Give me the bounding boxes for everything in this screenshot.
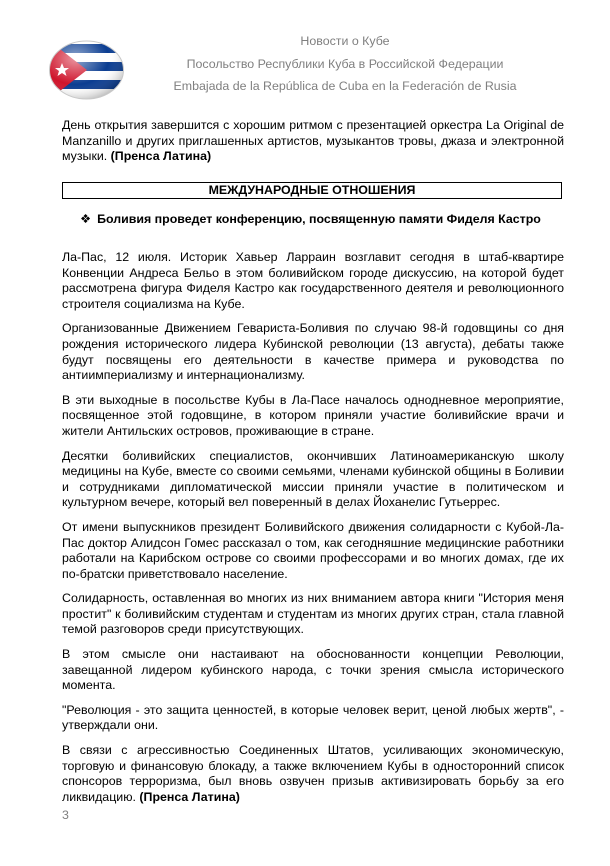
article-paragraph: От имени выпускников президент Боливийского движения солидарности с Кубой-Ла-Пас доктор Алидсон Гомес рассказал о том, как сегодняшние медицинские работники работали на Карибском острове со своими профессорами и во многих домах, где их по-братски приветствовало население. [62,519,564,581]
intro-text: День открытия завершится с хорошим ритмом с презентацией оркестра La Original de Manzanillo и других приглашенных артистов, музыкантов тровы, джаза и электронной музыки. [62,118,564,164]
article-body [62,250,564,814]
article-paragraph: Организованные Движением Гевариста-Боливия по случаю 98-й годовщины со дня рождения исторического лидера Кубинской революции (13 августа), дебаты также будут посвящены его деятельности в качестве примера и руководства по антиимпериализму и интернационализму. [62,321,564,383]
article-paragraph: В этом смысле они настаивают на обоснованности концепции Революции, завещанной лидером кубинского народа, с точки зрения смысла исторического момента. [62,647,564,693]
article-paragraph: Десятки боливийских специалистов, окончивших Латиноамериканскую школу медицины на Кубе, вместе со своими семьями, членами кубинской общины в Боливии и сотрудниками дипломатической миссии приняли участие в политическом и культурном вечере, который вел поверенный в делах Йоханелис Гутьеррес. [62,448,564,510]
page-number: 3 [62,808,69,822]
header-embassy-es: Embajada de la República de Cuba en la Federación de Rusia [173,79,517,93]
header-title: Новости о Кубе [300,34,390,48]
headline-text: Боливия проведет конференцию, посвященную памяти Фиделя Кастро [97,212,541,226]
intro-paragraph [62,118,564,165]
article-paragraph: В эти выходные в посольстве Кубы в Ла-Пасе началось однодневное мероприятие, посвященное этой годовщине, в котором приняли участие боливийские врачи и жители Антильских островов, проживающие в стране. [62,392,564,438]
article-headline [80,211,541,226]
article-paragraph: Солидарность, оставленная во многих из них вниманием автора книги "История меня простит" к боливийским студентам и студентам из многих других стран, стала главной темой разговоров среди присутствующих. [62,591,564,637]
article-paragraph: Ла-Пас, 12 июля. Историк Хавьер Ларраин возглавит сегодня в штаб-квартире Конвенции Андреса Бельо в этом боливийском городе дискуссию, на которой будет рассмотрена фигура Фиделя Кастро как государственного деятеля и революционного строителя социализма на Кубе. [62,250,564,311]
header-embassy-ru: Посольство Республики Куба в Российской Федерации [186,57,504,71]
intro-source: (Пренса Латина) [110,149,212,164]
article-paragraph: "Революция - это защита ценностей, в которые человек верит, ценой любых жертв", - утверждали они. [62,702,564,733]
article-source: (Пренса Латина) [139,789,240,804]
article-last-paragraph [62,743,564,805]
section-title: МЕЖДУНАРОДНЫЕ ОТНОШЕНИЯ [62,182,562,199]
diamond-bullet-icon: ❖ [80,212,92,226]
last-paragraph-text: В связи с агрессивностью Соединенных Штатов, усиливающих экономическую, торговую и финансовую блокаду, а также включением Кубы в односторонний список спонсоров терроризма, был вновь озвучен призыв активизировать борьбу за его ликвидацию. [62,743,564,804]
